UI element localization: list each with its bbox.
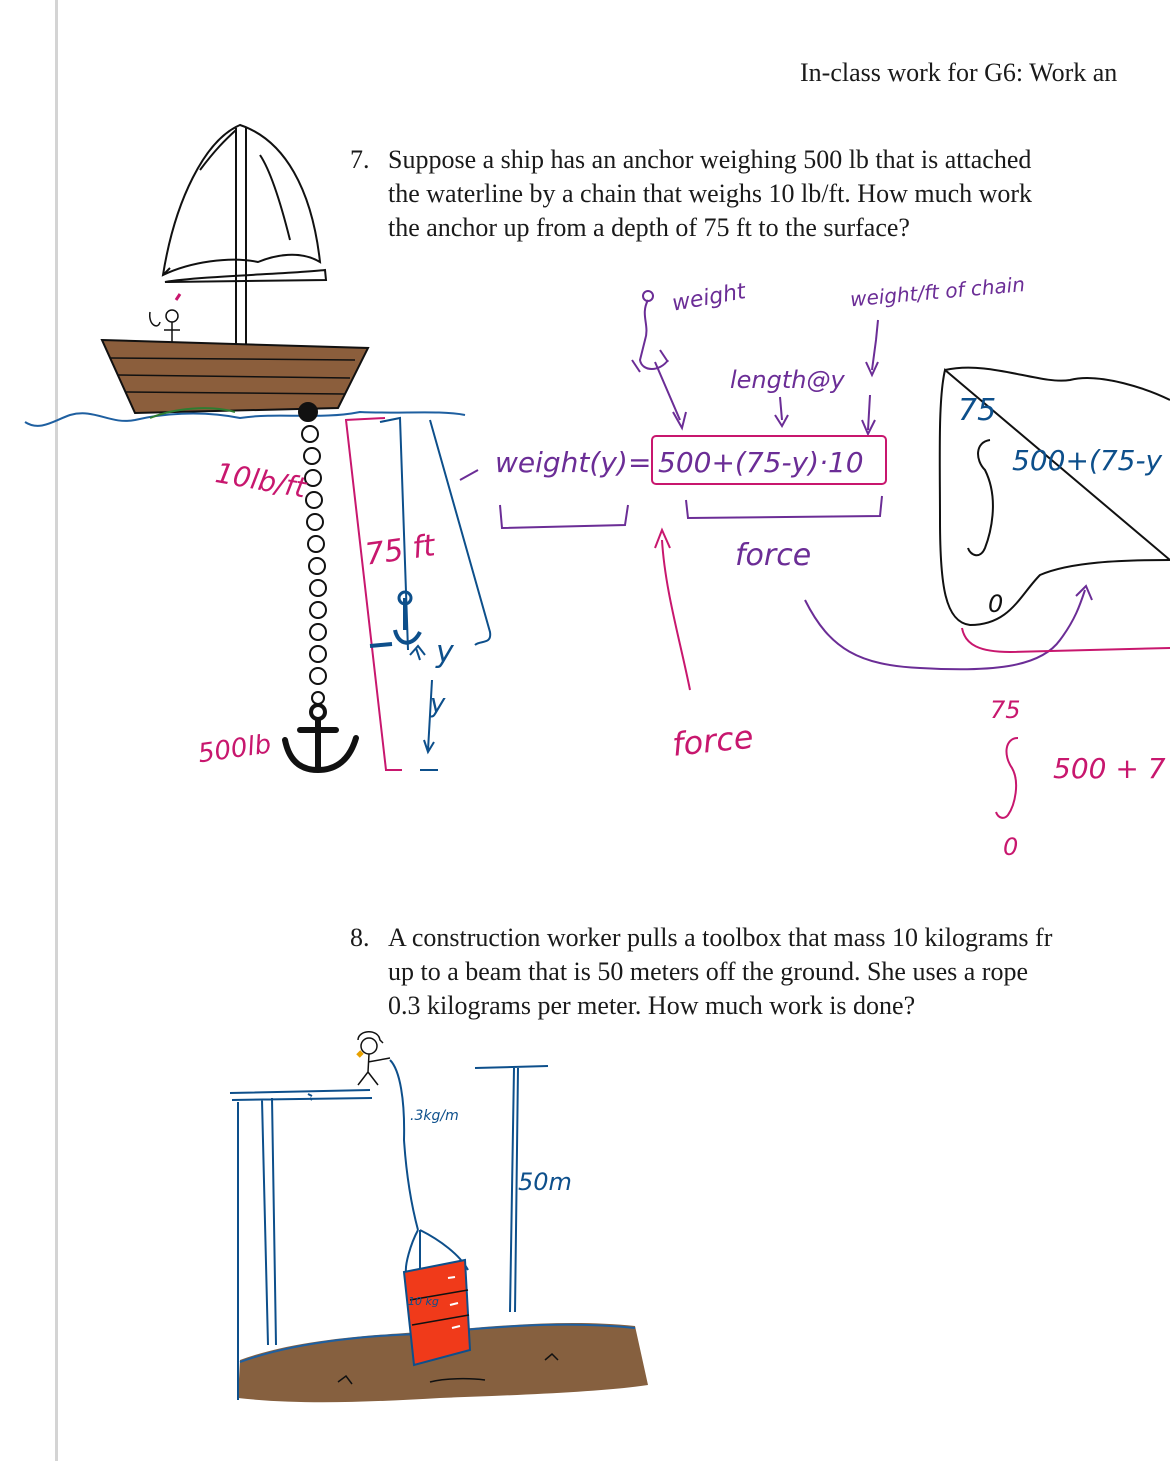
weight-per-ft-label: weight/ft of chain	[849, 272, 1026, 312]
anchor-weight-label: 500lb	[196, 729, 274, 770]
chain-drawing	[299, 403, 326, 704]
problem-7-number: 7.	[350, 145, 370, 174]
y-label-2: y	[430, 689, 446, 719]
problem-7-line-3: the anchor up from a depth of 75 ft to the surface?	[388, 213, 910, 242]
y-label-1: y	[436, 635, 454, 670]
problem-8-line-3: 0.3 kilograms per meter. How much work is done?	[388, 991, 916, 1020]
worker-figure	[358, 1032, 390, 1085]
problem-8-number: 8.	[350, 923, 370, 952]
integral-2-lower: 0	[1003, 833, 1019, 861]
integral-1-integrand: 500+(75-y	[1012, 444, 1163, 477]
integral-sign-2	[996, 738, 1018, 818]
weight-function-sketch	[460, 291, 878, 528]
weight-of-y-label: weight(y)	[495, 446, 628, 479]
rope-drawing	[390, 1060, 468, 1275]
integral-2-integrand: 500 + 7	[1053, 752, 1166, 785]
integral-1-upper: 75	[958, 393, 997, 428]
toolbox-drawing	[404, 1260, 470, 1365]
force-label-1: force	[735, 538, 812, 573]
depth-bracket-magenta	[345, 418, 402, 770]
weight-label: weight	[670, 279, 748, 317]
depth-label: 75 ft	[362, 528, 438, 573]
integral-2-upper: 75	[990, 696, 1021, 724]
boat-hull	[102, 340, 368, 413]
purple-connector	[805, 586, 1092, 669]
anchor-drawing	[285, 705, 356, 770]
weight-expression: 500+(75-y)·10	[658, 446, 864, 479]
force-brace-1	[686, 496, 882, 518]
problem-7-line-1: Suppose a ship has an anchor weighing 500 lb that is attached	[388, 145, 1032, 174]
equals-sign: =	[628, 446, 652, 479]
force-arrow-magenta	[655, 530, 690, 690]
integral-1-lower: 0	[988, 590, 1004, 618]
rope-density-label: .3kg/m	[410, 1108, 459, 1124]
header-title: In-class work for G6: Work an	[800, 58, 1118, 87]
height-label: 50m	[518, 1168, 572, 1196]
problem-8-line-1: A construction worker pulls a toolbox that mass 10 kilograms fr	[388, 923, 1053, 952]
sailboat-drawing	[163, 125, 326, 345]
chain-weight-label: 10lb/ft	[212, 456, 309, 505]
length-at-y-label: length@y	[730, 366, 845, 394]
force-label-2: force	[670, 717, 756, 764]
toolbox-mass-label: 10 kg	[408, 1295, 439, 1308]
problem-7-line-2: the waterline by a chain that weighs 10 lb/ft. How much work	[388, 179, 1033, 208]
problem-8-line-2: up to a beam that is 50 meters off the ground. She uses a rope	[388, 957, 1028, 986]
